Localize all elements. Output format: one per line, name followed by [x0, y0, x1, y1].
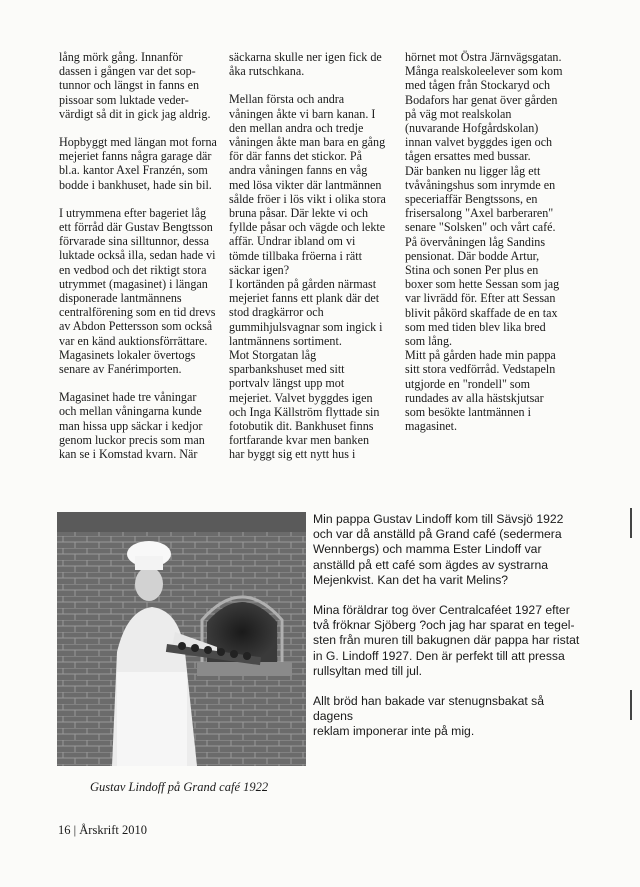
- photo-caption: Gustav Lindoff på Grand café 1922: [90, 780, 269, 794]
- paragraph: Allt bröd han bakade var stenugnsbakat så dagens reklam imponerar inte på mig.: [313, 694, 545, 739]
- paragraph: säckarna skulle ner igen fick de åka rutschkana.: [229, 50, 382, 79]
- paragraph: Magasinet hade tre våningar och mellan våningarna kunde man hissa upp säckar i kedjor genom luckor precis som man kan se i Komstad kvarn. När: [59, 390, 205, 462]
- publication-title: Årskrift 2010: [79, 823, 147, 837]
- paragraph: Mellan första och andra våningen åkte vi barn kanan. I den mellan andra och tredje våningen åkte man bara en gång för där fanns det stickor. På andra våningen fanns en våg med lösa vikter där lantmännen sålde fröer i lös vikt i olika stora bruna påsar. Där lekte vi och fyllde påsar och vägde och lekte affär. Undrar ibland om vi tömde tillbaka fröerna i rätt säckar igen? I kortänden på gården närmast mejeriet fanns ett plank där det stod dragkärror och gummihjulsvagnar som ingick i lantmännens sortiment. Mot Storgatan låg sparbankshuset med sitt portvalv längst upp mot mejeriet. Valvet byggdes igen och Inga Källström flyttade sin fotobutik dit. Bankhuset finns fortfarande kvar men banken har byggt sig ett nytt hus i: [229, 92, 386, 462]
- paragraph: Mina föräldrar tog över Centralcaféet 1927 efter två fröknar Sjöberg ?och jag har sparat en tegel- sten från muren till bakugnen där pappa har ristat in G. Lindoff 1927. Den är perfekt till att pressa rullsyltan med till jul.: [313, 603, 580, 678]
- baker-illustration: [57, 512, 306, 766]
- paragraph: lång mörk gång. Innanför dassen i gången var det sop- tunnor och längst in fanns en pissoar som luktade veder- värdigt så dit in gick jag aldrig.: [59, 50, 211, 121]
- footer-separator: |: [73, 823, 77, 837]
- text-column-2: [229, 50, 395, 476]
- baker-photo: [57, 512, 306, 766]
- scan-edge-mark: [630, 508, 632, 538]
- story-text: [313, 512, 585, 755]
- page-number: 16: [58, 823, 71, 837]
- text-column-1: [59, 50, 221, 475]
- paragraph: hörnet mot Östra Järnvägsgatan. Många realskoleelever som kom med tågen från Stockaryd och Bodafors har genat över gården på väg mot realskolan (nuvarande Hofgårdskolan) innan valvet byggdes igen och tågen ersattes med bussar. Där banken nu ligger låg ett tvåvåningshus som inrymde en speceriaffär Bengtssons, en frisersalong "Axel barberaren" senare "Solsken" och vårt café. På övervåningen låg Sandins pensionat. Där bodde Artur, Stina och sonen Per plus en boxer som hette Sessan som jag var livrädd för. Efter att Sessan blivit påkörd skaffade de en tax som med tiden blev lika bred som lång. Mitt på gården hade min pappa sitt stora vedförråd. Vedstapeln utgjorde en "rondell" som rundades av alla hästskjutsar som besökte lantmännen i magasinet.: [405, 50, 563, 434]
- scan-edge-mark: [630, 690, 632, 720]
- text-column-3: [405, 50, 577, 447]
- paragraph: I utrymmena efter bageriet låg ett förråd där Gustav Bengtsson förvarade sina silltunnor, dessa luktade också illa, sedan hade vi en vedbod och det riktigt stora utrymmet (magasinet) i längan disponerade lantmännens centralförening som en tid drevs av Abdon Pettersson som också var en känd auktionsförrättare. Magasinets lokaler övertogs senare av Fanérimporten.: [59, 205, 216, 377]
- page-footer: [58, 823, 147, 838]
- paragraph: Hopbyggt med längan mot forna mejeriet fanns några garage där bl.a. kantor Axel Franzén, som bodde i bankhuset, hade sin bil.: [59, 135, 217, 192]
- paragraph: Min pappa Gustav Lindoff kom till Sävsjö 1922 och var då anställd på Grand café (sedermera Wennbergs) och mamma Ester Lindoff var anställd på ett café som ägdes av systrarna Mejenkvist. Kan det ha varit Melins?: [313, 512, 564, 587]
